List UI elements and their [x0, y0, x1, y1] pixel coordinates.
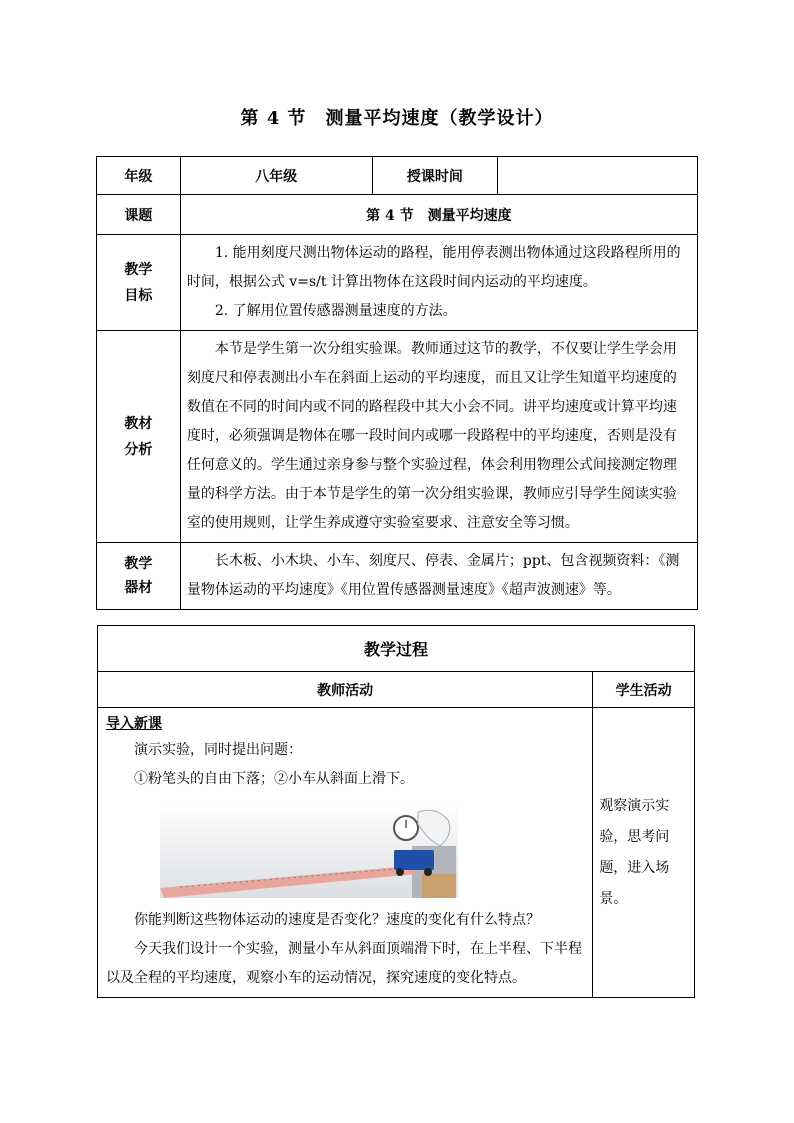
toy-car: [394, 850, 434, 870]
car-wheel-front: [396, 868, 404, 876]
process-heading-row: [98, 626, 695, 672]
teaching-process-table: [97, 625, 695, 998]
analysis-label-line-1: 教材: [124, 415, 153, 432]
row-topic: [97, 195, 698, 235]
analysis-label: [97, 331, 181, 543]
equipment-label-line-2: 器材: [124, 580, 153, 596]
teacher-activity-cell: [98, 708, 593, 998]
car-wheel-rear: [424, 868, 432, 876]
equipment-label-line-1: 教学: [124, 556, 153, 572]
equipment-text: 长木板、小木块、小车、刻度尺、停表、金属片；ppt、包含视频资料：《测量物体运动的平均速度》《用位置传感器测量速度》《超声波测速》等。: [186, 553, 680, 598]
topic-label: 课题: [97, 195, 181, 235]
analysis-text: 本节是学生第一次分组实验课。教师通过这节的教学，不仅要让学生学会用刻度尺和停表测出小车在斜面上运动的平均速度，而且又让学生知道平均速度的数值在不同的时间内或不同的路程段中其大小会不同。讲平均速度或计算平均速度时，必须强调是物体在哪一段时间内或哪一段路程中的平均速度，否则是没有任何意义的。学生通过亲身参与整个实验过程，体会利用物理公式间接测定物理量的科学方法。由于本节是学生的第一次分组实验课，教师应引导学生阅读实验室的使用规则，让学生养成遵守实验室要求、注意安全等习惯。: [186, 341, 677, 531]
intro-text-4: 今天我们设计一个实验，测量小车从斜面顶端滑下时，在上半程、下半程以及全程的平均速度，观察小车的运动情况，探究速度的变化特点。: [106, 941, 582, 986]
process-heading: 教学过程: [98, 626, 695, 672]
intro-text-2: ①粉笔头的自由下落；②小车从斜面上滑下。: [134, 771, 414, 787]
row-grade: [97, 157, 698, 195]
grade-value: 八年级: [180, 157, 372, 195]
section-title-intro: 导入新课: [106, 716, 162, 732]
goals-label-line-1: 教学: [124, 261, 153, 278]
goal-item: 1. 能用刻度尺测出物体运动的路程，能用停表测出物体通过这段路程所用的时间，根据公式 v=s/t 计算出物体在这段时间内运动的平均速度。: [186, 245, 681, 290]
topic-value: 第 4 节 测量平均速度: [180, 195, 697, 235]
intro-text-3: 你能判断这些物体运动的速度是否变化？速度的变化有什么特点？: [134, 912, 540, 928]
student-activity-text: 观察演示实验，思考问题，进入场景。: [599, 797, 670, 907]
equipment-content: [180, 543, 697, 610]
goals-content: [180, 235, 697, 331]
analysis-content: [180, 331, 697, 543]
time-value: [498, 157, 698, 195]
intro-row: [98, 708, 695, 998]
goal-item: 2. 了解用位置传感器测量速度的方法。: [214, 303, 457, 319]
goals-label-line-2: 目标: [124, 287, 153, 304]
goals-label: [97, 235, 181, 331]
student-activity-cell: [593, 708, 695, 998]
student-activity-header: 学生活动: [593, 672, 695, 708]
row-equipment: [97, 543, 698, 610]
lesson-info-table: [96, 156, 698, 610]
teacher-activity-header: 教师活动: [98, 672, 593, 708]
row-analysis: [97, 331, 698, 543]
intro-text-1: 演示实验，同时提出问题：: [134, 742, 302, 758]
experiment-photo: [160, 802, 458, 898]
row-goals: [97, 235, 698, 331]
process-columns-row: [98, 672, 695, 708]
time-label: 授课时间: [372, 157, 498, 195]
document-title: 第 4 节 测量平均速度（教学设计）: [240, 108, 554, 129]
grade-label: 年级: [97, 157, 181, 195]
equipment-label: [97, 543, 181, 610]
wood-block: [422, 874, 456, 898]
analysis-label-line-2: 分析: [124, 441, 153, 458]
